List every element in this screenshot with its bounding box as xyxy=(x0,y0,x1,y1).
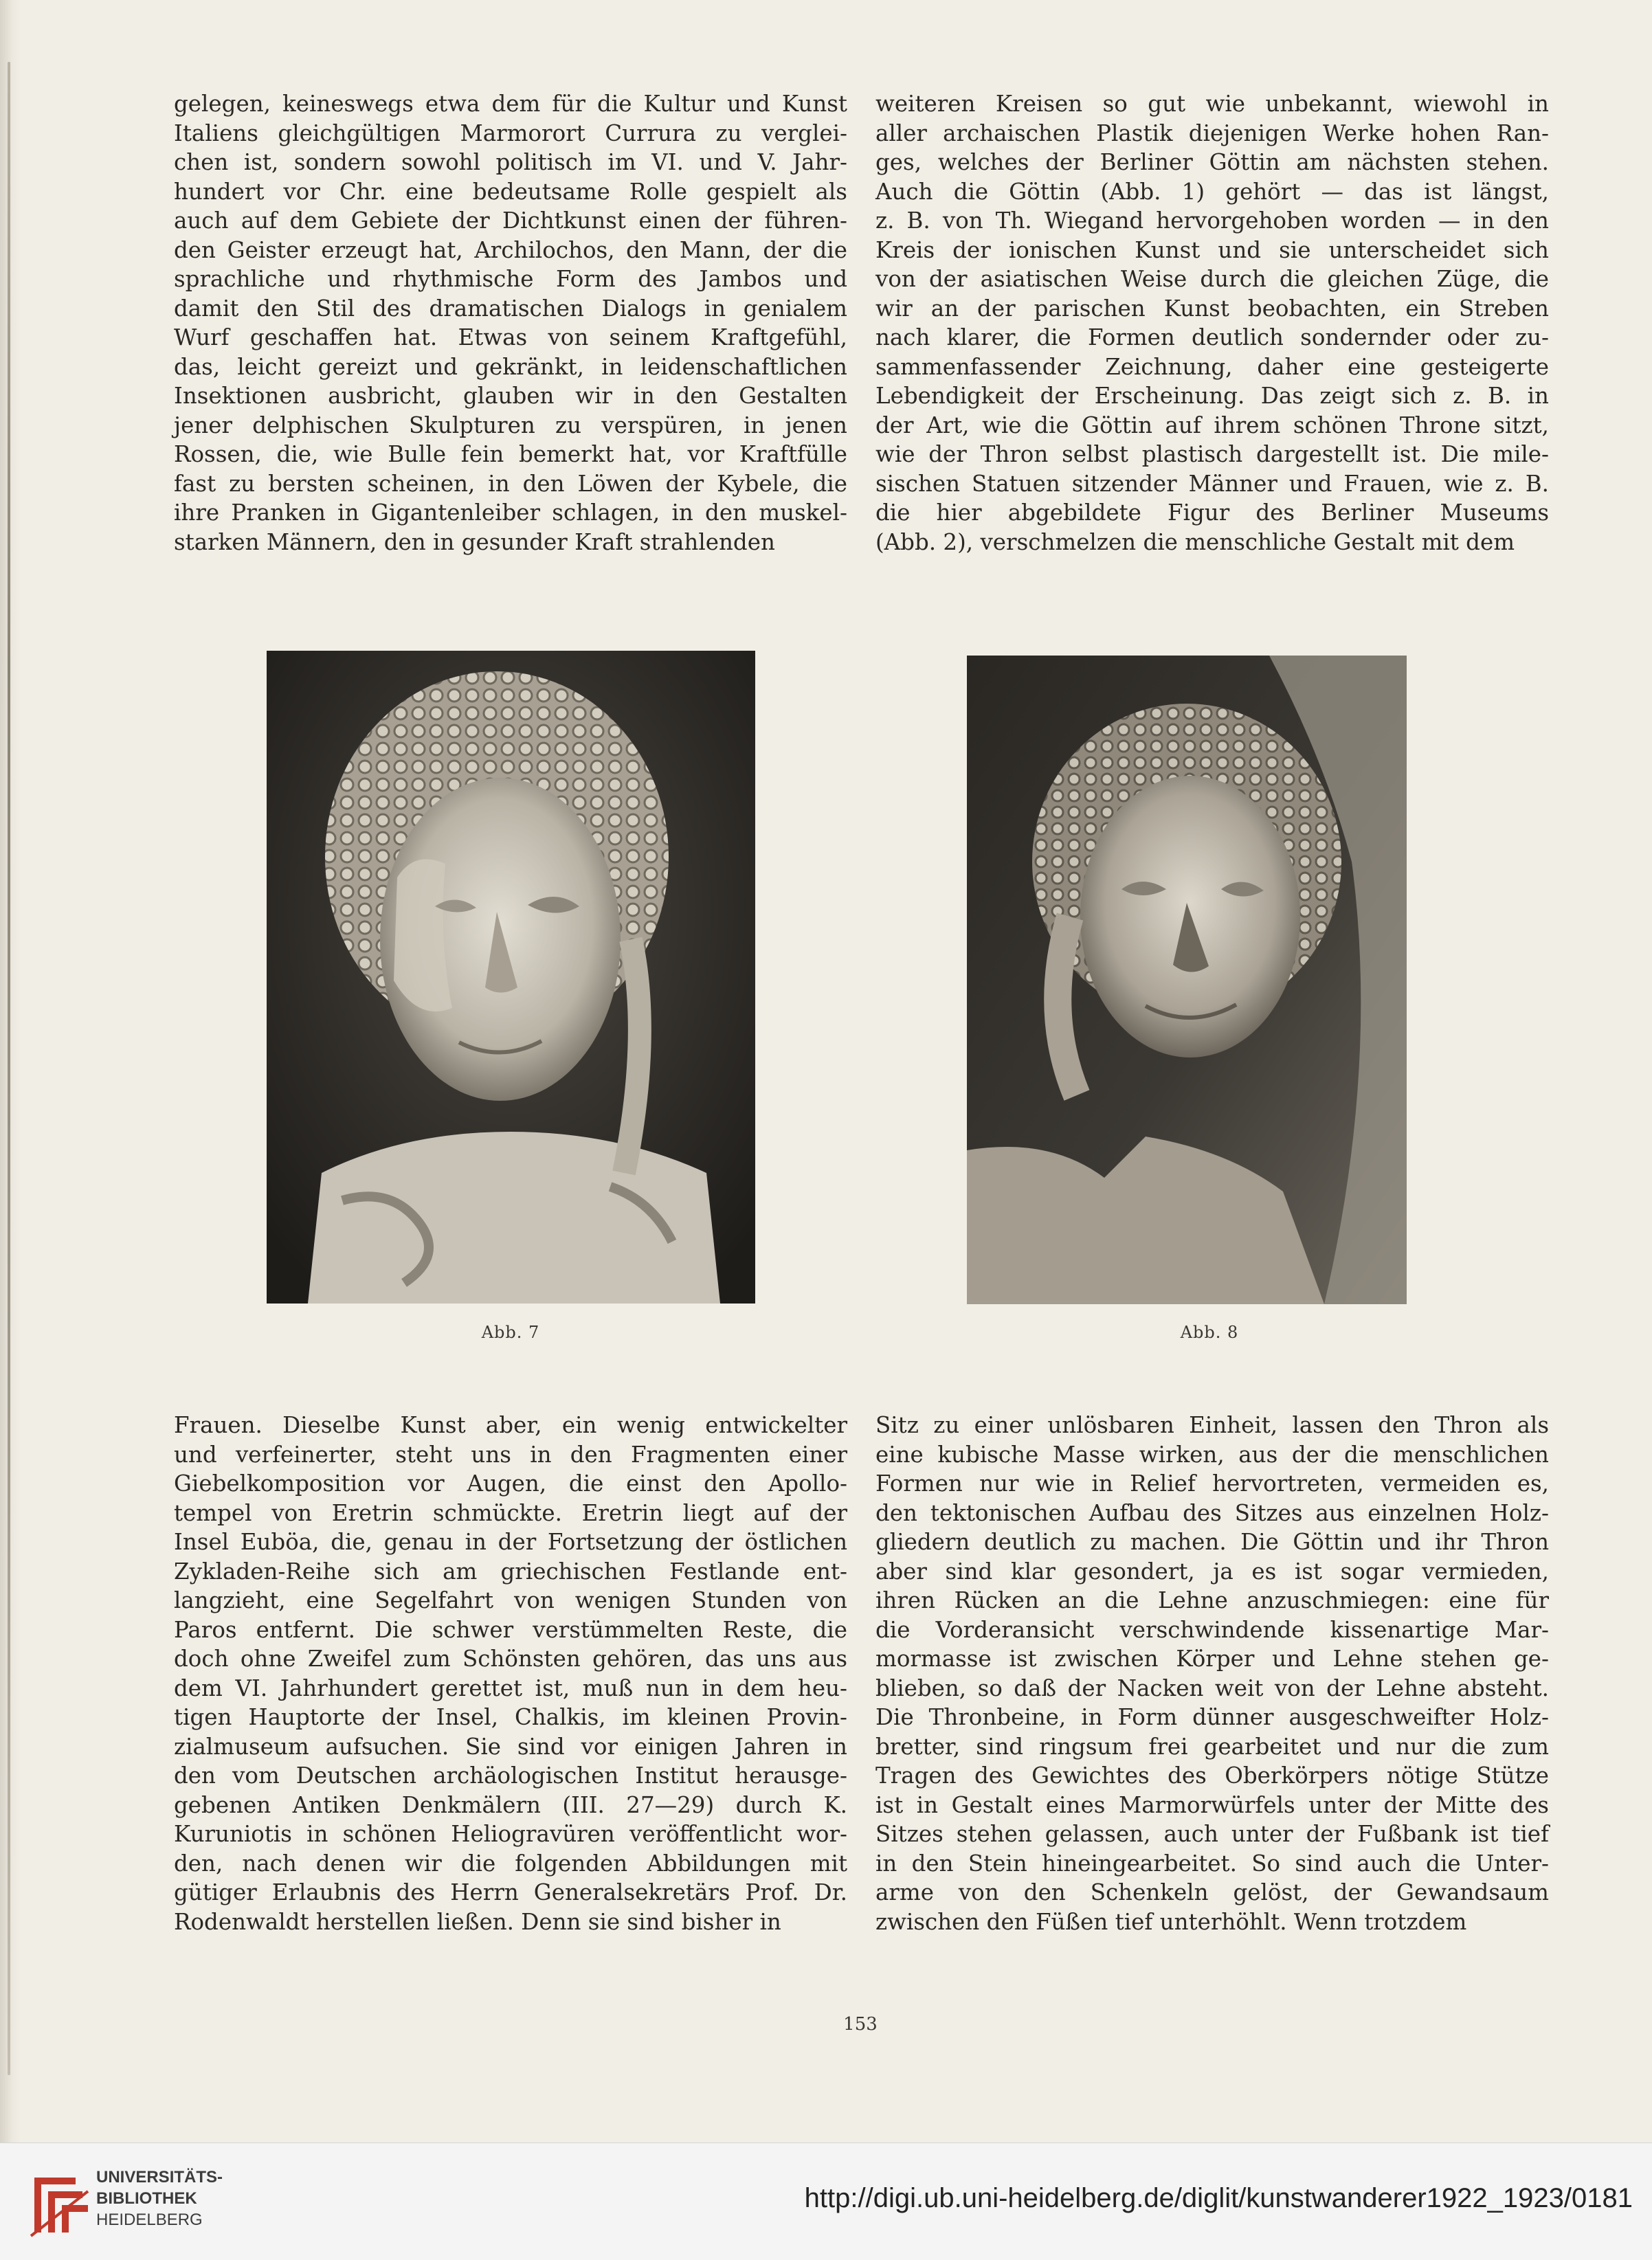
binding-edge xyxy=(0,0,21,2142)
figure-abb7-photo xyxy=(267,651,755,1304)
text-line: Italiens gleichgültigen Marmorort Currura zu verglei- xyxy=(174,120,847,146)
text-line: die Vorderansicht verschwindende kissenartige Mar- xyxy=(875,1616,1549,1643)
text-line: den Geister erzeugt hat, Archilochos, den Mann, der die xyxy=(174,236,847,263)
library-footer xyxy=(0,2142,1652,2260)
library-logo-icon xyxy=(27,2164,89,2239)
text-line: Auch die Göttin (Abb. 1) gehört — das ist längst, xyxy=(875,178,1549,205)
page-number: 153 xyxy=(843,2014,878,2035)
text-line: den, nach denen wir die folgenden Abbildungen mit xyxy=(174,1850,847,1877)
text-line: Die Thronbeine, in Form dünner ausgeschweifter Holz- xyxy=(875,1704,1549,1730)
text-line: die hier abgebildete Figur des Berliner Museums xyxy=(875,500,1549,526)
binding-line xyxy=(8,62,10,2075)
figure-abb8-photo xyxy=(967,656,1407,1304)
text-line: Rodenwaldt herstellen ließen. Denn sie sind bisher in xyxy=(174,1908,781,1935)
text-line: ges, welches der Berliner Göttin am nächsten stehen. xyxy=(875,149,1549,175)
text-line: langzieht, eine Segelfahrt von wenigen Stunden von xyxy=(174,1587,847,1613)
library-name xyxy=(96,2167,223,2230)
text-line: tempel von Eretrin schmückte. Eretrin liegt auf der xyxy=(174,1499,847,1526)
text-line: zwischen den Füßen tief unterhöhlt. Wenn trotzdem xyxy=(875,1908,1467,1935)
text-line: aller archaischen Plastik diejenigen Werke hohen Ran- xyxy=(875,120,1549,146)
text-column-left-top xyxy=(174,89,847,557)
text-line: der Art, wie die Göttin auf ihrem schönen Throne sitzt, xyxy=(875,412,1549,438)
figure-caption-abb8: Abb. 8 xyxy=(1180,1323,1239,1342)
text-line: Rossen, die, wie Bulle fein bemerkt hat, vor Kraftfülle xyxy=(174,441,847,467)
text-line: ist in Gestalt eines Marmorwürfels unter der Mitte des xyxy=(875,1791,1549,1818)
sculpture-head-image-7 xyxy=(267,651,755,1304)
text-line: (Abb. 2), verschmelzen die menschliche Gestalt mit dem xyxy=(875,528,1515,555)
text-line: tigen Hauptorte der Insel, Chalkis, im kleinen Provin- xyxy=(174,1704,847,1730)
text-line: doch ohne Zweifel zum Schönsten gehören, das uns aus xyxy=(174,1646,847,1672)
text-line: wie der Thron selbst plastisch dargestellt ist. Die mile- xyxy=(875,441,1549,467)
text-line: sprachliche und rhythmische Form des Jambos und xyxy=(174,266,847,292)
text-line: Insektionen ausbricht, glauben wir in den Gestalten xyxy=(174,383,847,409)
text-line: sischen Statuen sitzender Männer und Frauen, wie z. B. xyxy=(875,470,1549,497)
text-line: Paros entfernt. Die schwer verstümmelten Reste, die xyxy=(174,1616,847,1643)
text-line: Formen nur wie in Relief hervortreten, vermeiden es, xyxy=(875,1470,1549,1497)
text-line: arme von den Schenkeln gelöst, der Gewandsaum xyxy=(875,1879,1549,1905)
library-name-line2: BIBLIOTHEK xyxy=(96,2189,197,2208)
text-line: weiteren Kreisen so gut wie unbekannt, wiewohl in xyxy=(875,91,1549,117)
text-line: Sitzes stehen gelassen, auch unter der Fußbank ist tief xyxy=(875,1821,1549,1847)
library-name-line1: UNIVERSITÄTS- xyxy=(96,2168,223,2186)
text-line: von der asiatischen Weise durch die gleichen Züge, die xyxy=(875,266,1549,292)
text-line: damit den Stil des dramatischen Dialogs in genialem xyxy=(174,295,847,322)
text-line: auch auf dem Gebiete der Dichtkunst einen der führen- xyxy=(174,208,847,234)
text-line: wir an der parischen Kunst beobachten, ein Streben xyxy=(875,295,1549,322)
text-line: jener delphischen Skulpturen zu verspüren, in jenen xyxy=(174,412,847,438)
text-line: starken Männern, den in gesunder Kraft strahlenden xyxy=(174,528,775,555)
text-line: nach klarer, die Formen deutlich sondernder oder zu- xyxy=(875,324,1549,350)
text-column-right-bottom xyxy=(875,1411,1549,1936)
text-line: hundert vor Chr. eine bedeutsame Rolle gespielt als xyxy=(174,178,847,205)
text-column-right-top xyxy=(875,89,1549,557)
text-line: Zykladen-Reihe sich am griechischen Festlande ent- xyxy=(174,1558,847,1585)
text-line: bretter, sind ringsum frei gearbeitet und nur die zum xyxy=(875,1733,1549,1760)
text-line: ihre Pranken in Gigantenleiber schlagen, in den muskel- xyxy=(174,500,847,526)
text-line: Insel Euböa, die, genau in der Fortsetzung der östlichen xyxy=(174,1529,847,1555)
text-line: Giebelkomposition vor Augen, die einst den Apollo- xyxy=(174,1470,847,1497)
text-line: Tragen des Gewichtes des Oberkörpers nötige Stütze xyxy=(875,1763,1549,1789)
text-line: z. B. von Th. Wiegand hervorgehoben worden — in den xyxy=(875,208,1549,234)
text-line: chen ist, sondern sowohl politisch im VI. und V. Jahr- xyxy=(174,149,847,175)
text-line: Kuruniotis in schönen Heliogravüren veröffentlicht wor- xyxy=(174,1821,847,1847)
text-line: ihren Rücken an die Lehne anzuschmiegen: eine für xyxy=(875,1587,1549,1613)
text-line: gebenen Antiken Denkmälern (III. 27—29) durch K. xyxy=(174,1791,847,1818)
text-line: den tektonischen Aufbau des Sitzes aus einzelnen Holz- xyxy=(875,1499,1549,1526)
text-column-left-bottom xyxy=(174,1411,847,1936)
text-line: sammenfassender Zeichnung, daher eine gesteigerte xyxy=(875,353,1549,380)
text-line: gliedern deutlich zu machen. Die Göttin und ihr Thron xyxy=(875,1529,1549,1555)
source-url-link[interactable]: http://digi.ub.uni-heidelberg.de/diglit/kunstwanderer1922_1923/0181 xyxy=(804,2183,1633,2213)
text-line: und verfeinerter, steht uns in den Fragmenten einer xyxy=(174,1441,847,1468)
text-line: blieben, so daß der Nacken weit von der Lehne absteht. xyxy=(875,1675,1549,1701)
text-line: gütiger Erlaubnis des Herrn Generalsekretärs Prof. Dr. xyxy=(174,1879,847,1905)
figure-caption-abb7: Abb. 7 xyxy=(481,1323,540,1342)
sculpture-head-image-8 xyxy=(967,656,1407,1304)
text-line: zialmuseum aufsuchen. Sie sind vor einigen Jahren in xyxy=(174,1733,847,1760)
text-line: Sitz zu einer unlösbaren Einheit, lassen den Thron als xyxy=(875,1412,1549,1438)
text-line: gelegen, keineswegs etwa dem für die Kultur und Kunst xyxy=(174,91,847,117)
text-line: aber sind klar gesondert, ja es ist sogar vermieden, xyxy=(875,1558,1549,1585)
text-line: Lebendigkeit der Erscheinung. Das zeigt sich z. B. in xyxy=(875,383,1549,409)
text-line: das, leicht gereizt und gekränkt, in leidenschaftlichen xyxy=(174,353,847,380)
text-line: fast zu bersten scheinen, in den Löwen der Kybele, die xyxy=(174,470,847,497)
text-line: eine kubische Masse wirken, aus der die menschlichen xyxy=(875,1441,1549,1468)
text-line: dem VI. Jahrhundert gerettet ist, muß nun in dem heu- xyxy=(174,1675,847,1701)
text-line: in den Stein hineingearbeitet. So sind auch die Unter- xyxy=(875,1850,1549,1877)
text-line: Frauen. Dieselbe Kunst aber, ein wenig entwickelter xyxy=(174,1412,847,1438)
text-line: Kreis der ionischen Kunst und sie unterscheidet sich xyxy=(875,236,1549,263)
text-line: Wurf geschaffen hat. Etwas von seinem Kraftgefühl, xyxy=(174,324,847,350)
text-line: den vom Deutschen archäologischen Institut herausge- xyxy=(174,1763,847,1789)
library-name-line3: HEIDELBERG xyxy=(96,2211,203,2229)
text-line: mormasse ist zwischen Körper und Lehne stehen ge- xyxy=(875,1646,1549,1672)
